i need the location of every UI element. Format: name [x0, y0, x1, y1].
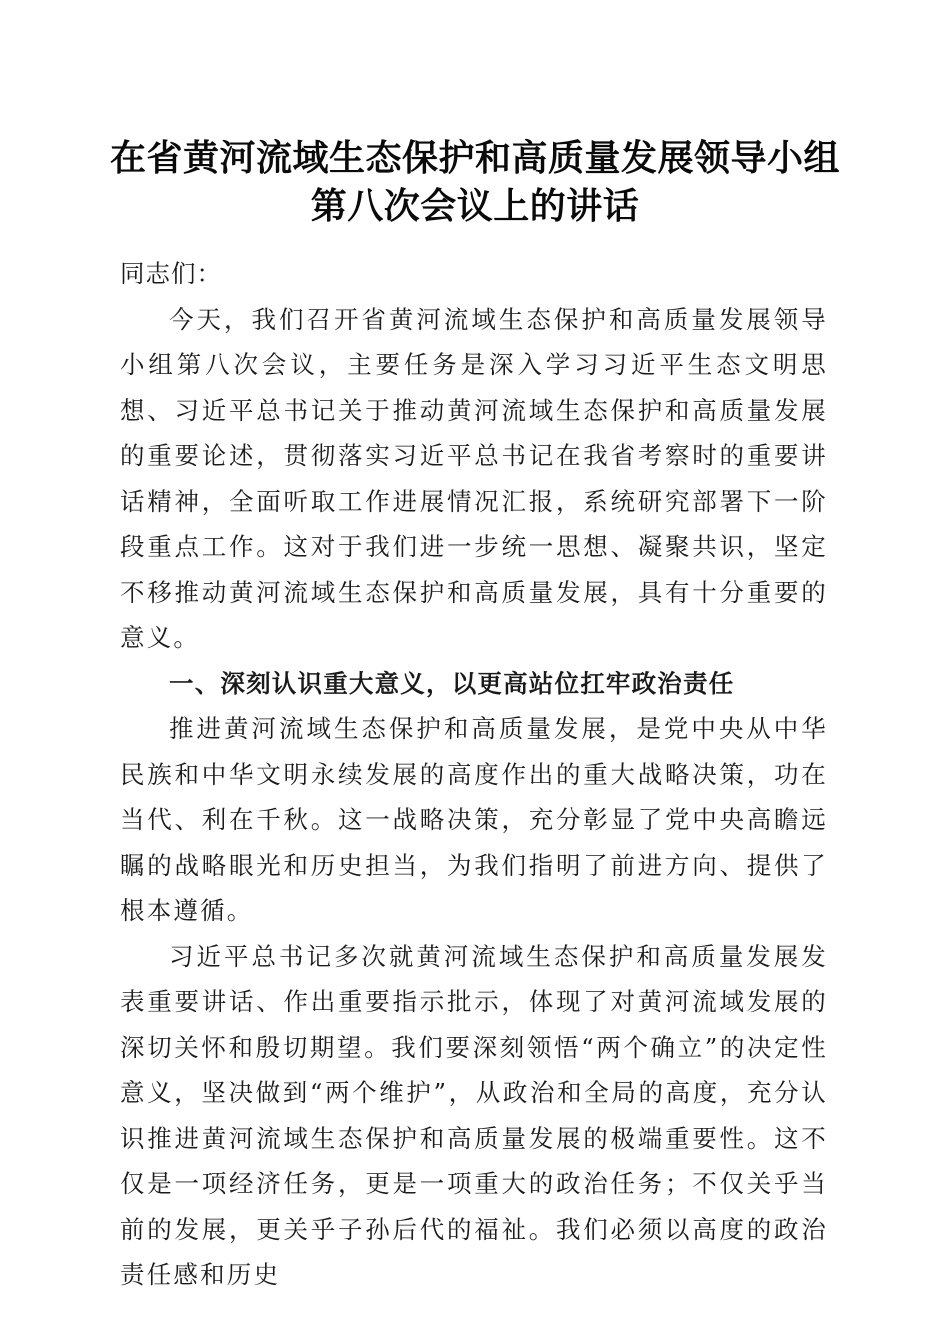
- intro-paragraph: 今天，我们召开省黄河流域生态保护和高质量发展领导小组第八次会议，主要任务是深入学习习近平生态文明思想、习近平总书记关于推动黄河流域生态保护和高质量发展的重要论述，贯彻落实习近平总书记在我省考察时的重要讲话精神，全面听取工作进展情况汇报，系统研究部署下一阶段重点工作。这对于我们进一步统一思想、凝聚共识，坚定不移推动黄河流域生态保护和高质量发展，具有十分重要的意义。: [120, 304, 828, 652]
- document-title-line-1: 在省黄河流域生态保护和高质量发展领导小组: [109, 137, 840, 179]
- section1-paragraph-2: 习近平总书记多次就黄河流域生态保护和高质量发展发表重要讲话、作出重要指示批示，体现了对黄河流域发展的深切关怀和殷切期望。我们要深刻领悟“两个确立”的决定性意义，坚决做到“两个维护”，从政治和全局的高度，充分认识推进黄河流域生态保护和高质量发展的极端重要性。这不仅是一项经济任务，更是一项重大的政治任务；不仅关乎当前的发展，更关乎子孙后代的福祉。我们必须以高度的政治责任感和历史: [120, 941, 828, 1289]
- document-body: [120, 251, 828, 1298]
- section1-paragraph-1: 推进黄河流域生态保护和高质量发展，是党中央从中华民族和中华文明永续发展的高度作出的重大战略决策，功在当代、利在千秋。这一战略决策，充分彰显了党中央高瞻远瞩的战略眼光和历史担当，为我们指明了前进方向、提供了根本遵循。: [120, 714, 828, 925]
- document-title-line-2: 第八次会议上的讲话: [310, 185, 640, 227]
- salutation: 同志们：: [120, 259, 222, 288]
- section-heading-1: 一、深刻认识重大意义，以更高站位扛牢政治责任: [169, 668, 735, 698]
